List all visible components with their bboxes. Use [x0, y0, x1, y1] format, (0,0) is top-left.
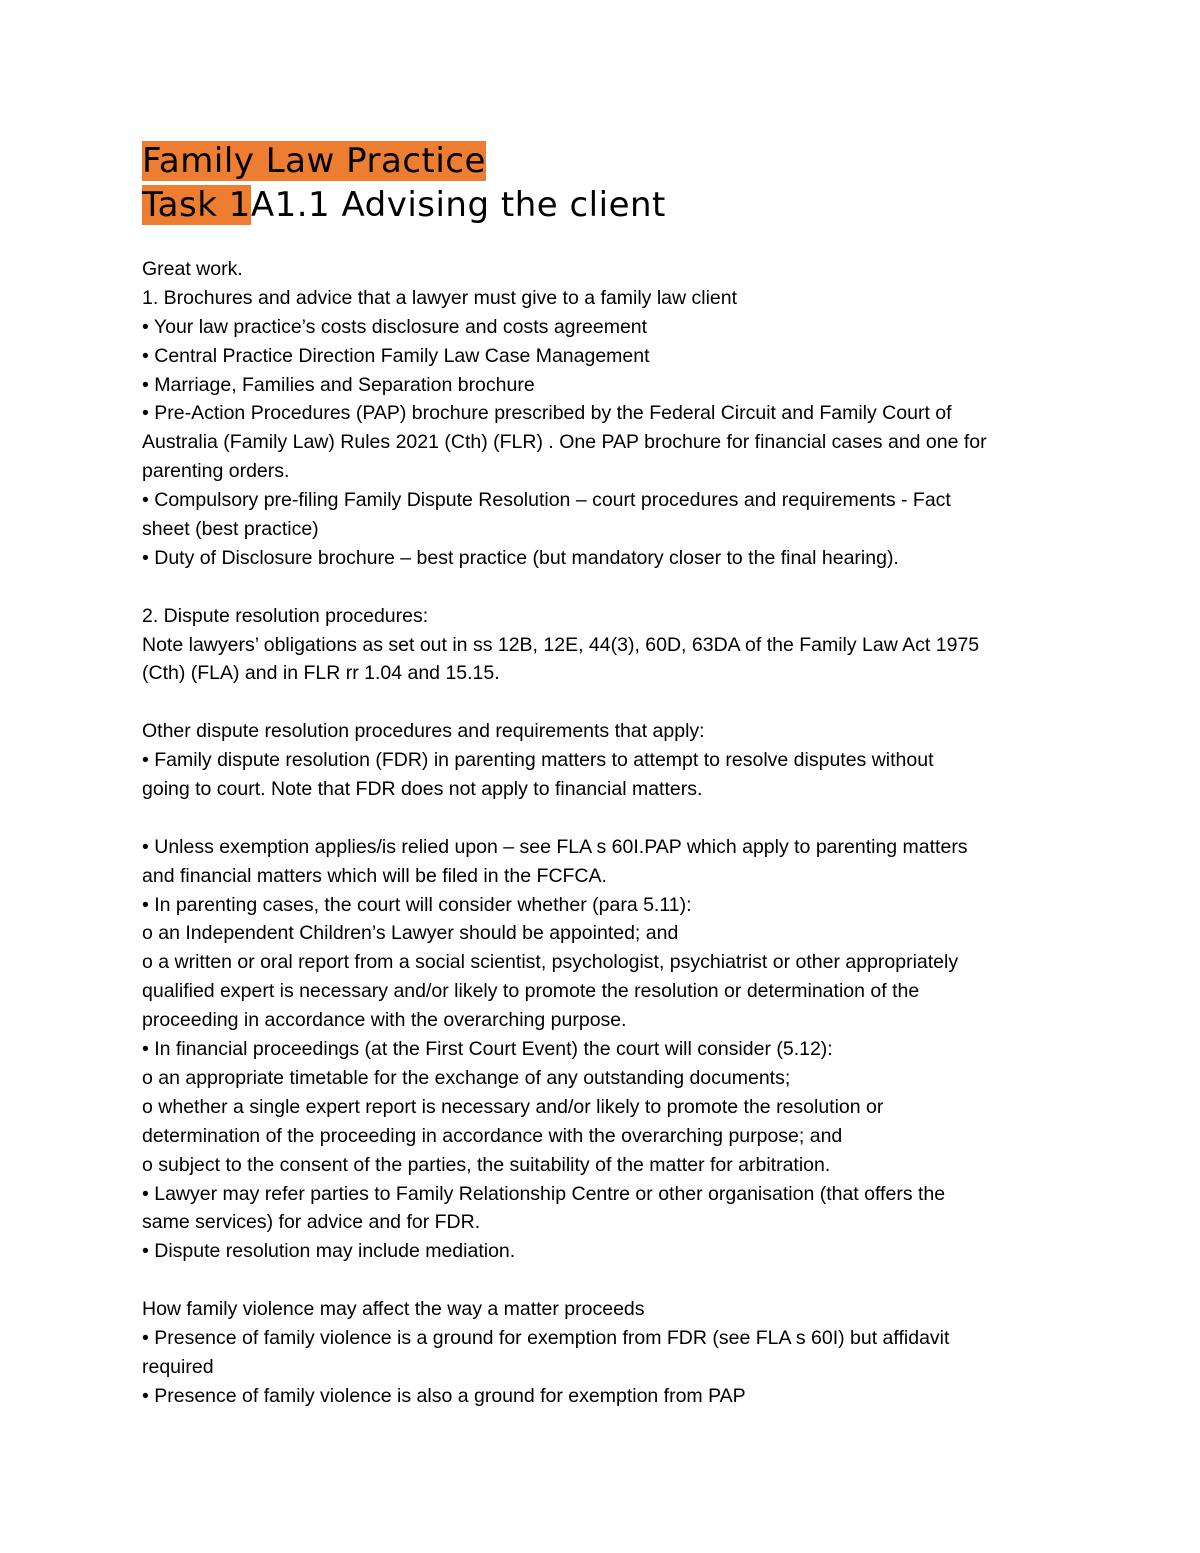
body-line: same services) for advice and for FDR.	[142, 1211, 481, 1234]
body-line: Note lawyers’ obligations as set out in ss 12B, 12E, 44(3), 60D, 63DA of the Family Law Act 1975	[142, 633, 980, 656]
body-line: 2. Dispute resolution procedures:	[142, 604, 429, 627]
body-line	[142, 804, 1062, 833]
body-line: o a written or oral report from a social scientist, psychologist, psychiatrist or other appropriately	[142, 951, 959, 974]
body-line: going to court. Note that FDR does not apply to financial matters.	[142, 778, 703, 801]
subtitle-highlight: Task 1	[142, 185, 251, 225]
body-line	[142, 573, 1062, 602]
document-subtitle	[142, 185, 666, 225]
body-line: • Duty of Disclosure brochure – best practice (but mandatory closer to the final hearing).	[142, 546, 899, 569]
body-line: qualified expert is necessary and/or likely to promote the resolution or determination of the	[142, 980, 920, 1003]
body-line: o an appropriate timetable for the exchange of any outstanding documents;	[142, 1066, 791, 1089]
body-line: o whether a single expert report is necessary and/or likely to promote the resolution or	[142, 1095, 884, 1118]
body-line: How family violence may affect the way a matter proceeds	[142, 1298, 645, 1321]
body-line: • Presence of family violence is a ground for exemption from FDR (see FLA s 60I) but affidavit	[142, 1326, 950, 1349]
body-line: • Compulsory pre-filing Family Dispute Resolution – court procedures and requirements - Fact	[142, 489, 951, 512]
body-line: • In financial proceedings (at the First Court Event) the court will consider (5.12):	[142, 1038, 833, 1061]
title-highlight: Family Law Practice	[142, 141, 486, 181]
body-line: • Your law practice’s costs disclosure and costs agreement	[142, 315, 648, 338]
body-line	[142, 688, 1062, 717]
body-line: determination of the proceeding in accordance with the overarching purpose; and	[142, 1124, 843, 1147]
body-line: (Cth) (FLA) and in FLR rr 1.04 and 15.15.	[142, 662, 500, 685]
body-line: • Lawyer may refer parties to Family Relationship Centre or other organisation (that offers the	[142, 1182, 946, 1205]
body-line: • Unless exemption applies/is relied upon – see FLA s 60I.PAP which apply to parenting matters	[142, 835, 968, 858]
body-line: o an Independent Children’s Lawyer should be appointed; and	[142, 922, 679, 945]
body-line: • Central Practice Direction Family Law Case Management	[142, 344, 650, 367]
body-line: Great work.	[142, 258, 243, 280]
body-line: 1. Brochures and advice that a lawyer must give to a family law client	[142, 286, 738, 309]
body-line: sheet (best practice)	[142, 518, 319, 541]
body-line: Australia (Family Law) Rules 2021 (Cth) (FLR) . One PAP brochure for financial cases and one for	[142, 431, 987, 454]
body-line: parenting orders.	[142, 460, 290, 483]
body-line: • Dispute resolution may include mediation.	[142, 1240, 516, 1263]
body-line: • In parenting cases, the court will consider whether (para 5.11):	[142, 893, 692, 916]
subtitle-text: A1.1 Advising the client	[250, 185, 666, 225]
body-line: and financial matters which will be filed in the FCFCA.	[142, 864, 607, 887]
body-line: • Pre-Action Procedures (PAP) brochure prescribed by the Federal Circuit and Family Court of	[142, 402, 952, 425]
document-body	[142, 255, 1062, 1411]
body-line: • Presence of family violence is also a ground for exemption from PAP	[142, 1384, 746, 1407]
body-line: • Marriage, Families and Separation brochure	[142, 373, 535, 396]
body-line: o subject to the consent of the parties, the suitability of the matter for arbitration.	[142, 1153, 831, 1176]
body-line: Other dispute resolution procedures and requirements that apply:	[142, 720, 705, 743]
document-title	[142, 141, 486, 181]
body-line: required	[142, 1355, 214, 1378]
body-line: • Family dispute resolution (FDR) in parenting matters to attempt to resolve disputes without	[142, 749, 934, 772]
body-line: proceeding in accordance with the overarching purpose.	[142, 1009, 627, 1032]
body-line	[142, 1266, 1062, 1295]
